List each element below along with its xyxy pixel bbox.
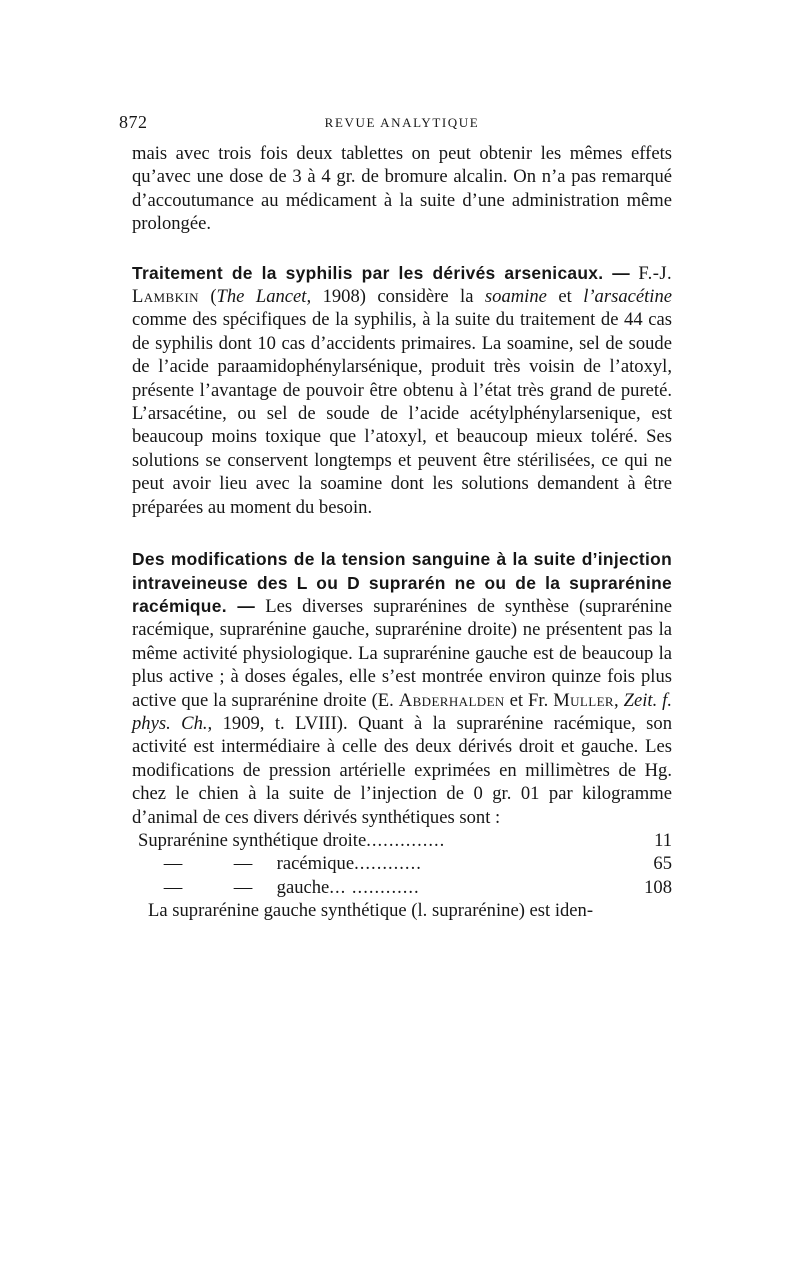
paragraph-last-line: La suprarénine gauche synthétique (l. suprarénine) est iden- xyxy=(148,900,594,922)
paragraph-continuation: mais avec trois fois deux tablettes on peut obtenir les mêmes effets qu’avec une dose de 3 à 4 gr. de bromure alcalin. On n’a pas remarqué d’accoutumance au médicament à la suite d’une administration même prolongée. xyxy=(132,143,672,235)
term-soamine: soamine xyxy=(484,286,547,308)
ditto-dash: — xyxy=(233,876,253,898)
separator: , xyxy=(614,689,624,711)
section-body-syphilis: comme des spécifiques de la syphilis, à la suite du traitement de 44 cas de syphilis dont 10 cas d’accidents primaires. La soamine, sel de soude de l’acide paraamidophénylarsénique, produit très voisin de l’atoxyl, présente l’avantage de pouvoir être obtenu à l’état très grand de pureté. L’arsacétine, ou sel de soude de l’acide acétylphénylarsenique, est beaucoup moins toxique que l’atoxyl, et beaucoup mieux toléré. Ses solutions se conservent longtemps et peuvent être stérilisées, ce qui ne peut avoir lieu avec la soamine dont les solutions demandent à être préparées au moment du besoin. xyxy=(132,309,672,518)
section-body-2: 1909, t. LVIII). Quant à la suprarénine racémique, son activité est intermédiaire à celle des deux dérivés droit et gauche. Les modifications de pression artérielle exprimées en millimètres de Hg. chez le chien à la suite de l’injection de 0 gr. 01 par kilogramme d’animal de ces divers dérivés synthétiques sont : xyxy=(132,712,673,828)
row-label: Suprarénine synthétique droite xyxy=(138,829,367,851)
table-row xyxy=(132,876,672,899)
section-title-syphilis: Traitement de la syphilis par les dérivés arsenicaux. — xyxy=(132,262,630,283)
and-text: et Fr. xyxy=(504,689,554,711)
term-arsacetine: l’arsacétine xyxy=(583,286,673,308)
section-body-1: Les diverses suprarénines de synthèse (suprarénine racémique, suprarénine gauche, suprarénine droite) ne présentent pas la même activité physiologique. La suprarénine gauche est de beaucoup la plus active ; à doses égales, elle s’est montrée environ quinze fois plus active que la suprarénine droite (E. xyxy=(132,595,672,711)
leader-dots: .............. xyxy=(366,829,446,851)
ref-close: 1908) considère la xyxy=(311,286,485,308)
author-lambkin: F.-J. Lambkin xyxy=(132,262,672,308)
ditto-dash: — xyxy=(233,853,253,875)
row-value: 65 xyxy=(653,853,672,875)
table-row xyxy=(132,829,672,852)
running-header xyxy=(119,112,672,138)
section-suprarenine xyxy=(132,548,672,829)
conj: et xyxy=(546,286,584,308)
author-abderhalden: Abderhalden xyxy=(398,689,505,711)
table-row xyxy=(132,852,672,875)
page xyxy=(119,112,673,923)
row-label: racémique xyxy=(276,853,355,875)
author-muller: Muller xyxy=(553,689,615,711)
journal-lancet: The Lancet, xyxy=(216,286,312,308)
page-number: 872 xyxy=(119,112,148,132)
ref-open: ( xyxy=(198,286,217,308)
leader-dots: ............ xyxy=(354,853,422,875)
row-value: 108 xyxy=(644,876,672,898)
pressure-table xyxy=(132,829,672,899)
row-label: gauche xyxy=(276,876,330,898)
leader-dots: ... ............ xyxy=(329,876,420,898)
row-value: 11 xyxy=(654,829,672,851)
running-title: REVUE ANALYTIQUE xyxy=(324,115,480,130)
journal-zeit: Zeit. f. phys. Ch., xyxy=(132,689,672,734)
section-title-suprarenine: Des modifications de la tension sanguine à la suite d’injection intraveineuse des L ou D suprarén ne ou de la suprarénine racémique. — xyxy=(132,549,672,616)
ditto-dash: — xyxy=(163,876,183,898)
section-syphilis xyxy=(132,262,672,519)
ditto-dash: — xyxy=(163,853,183,875)
